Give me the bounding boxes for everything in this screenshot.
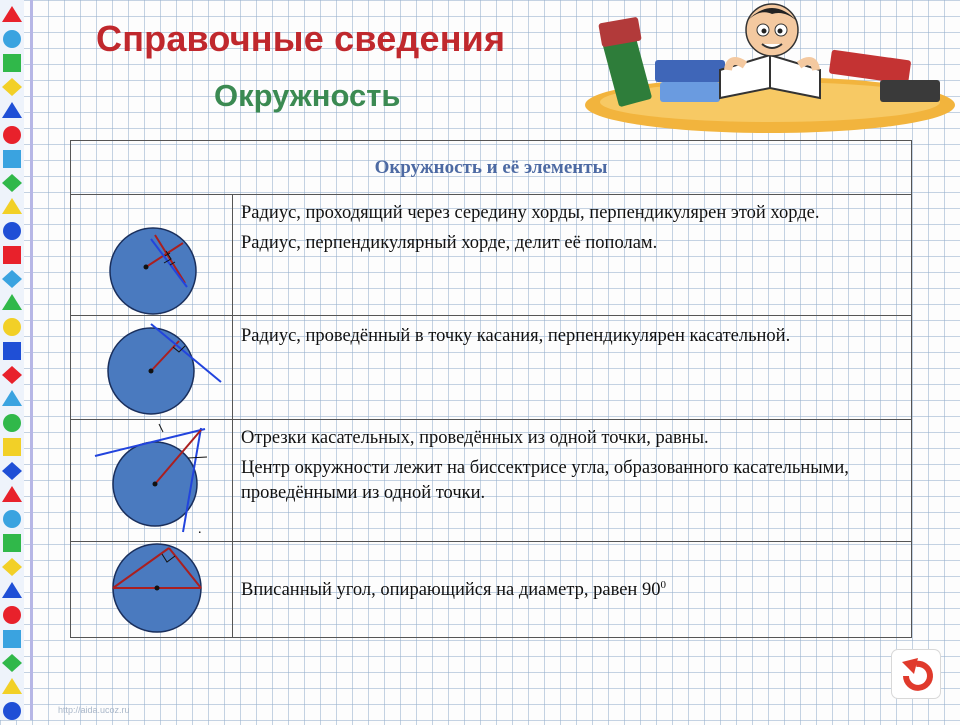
angle-value: 90 (641, 580, 661, 601)
decorative-shape-strip (0, 0, 24, 720)
decorative-shape (2, 678, 22, 694)
row-text (241, 542, 907, 637)
decorative-shape (3, 702, 21, 720)
decorative-shape (2, 558, 22, 576)
decorative-shape (3, 246, 21, 264)
page-title: Справочные сведения (96, 18, 506, 59)
table-row (71, 420, 911, 542)
reference-table (70, 140, 912, 638)
decorative-shape (2, 294, 22, 310)
decorative-shape (3, 318, 21, 336)
undo-arrow-icon (892, 650, 940, 698)
decorative-shape (2, 486, 22, 502)
decorative-shape (2, 6, 22, 22)
table-row (71, 195, 911, 316)
row-text (241, 316, 907, 419)
inscribed-angle-text: Вписанный угол, опирающийся на диаметр, равен (241, 580, 638, 601)
decorative-shape (2, 462, 22, 480)
row-text (241, 420, 907, 541)
boy-reading-books-illustration (580, 0, 960, 140)
stray-dot: . (198, 522, 202, 537)
decorative-shape (3, 630, 21, 648)
decorative-shape (3, 510, 21, 528)
circle-two-tangents-diagram (71, 420, 233, 541)
decorative-shape (3, 534, 21, 552)
decorative-shape (2, 582, 22, 598)
decorative-shape (3, 30, 21, 48)
decorative-shape (2, 654, 22, 672)
decorative-shape (2, 78, 22, 96)
decorative-shape (3, 438, 21, 456)
decorative-shape (2, 366, 22, 384)
degree-mark: 0 (660, 579, 666, 591)
decorative-shape (3, 606, 21, 624)
row-line: Радиус, проведённый в точку касания, перпендикулярен касательной. (241, 326, 791, 346)
decorative-shape (3, 222, 21, 240)
row-line: Радиус, проходящий через середину хорды, перпендикулярен этой хорде. (241, 203, 820, 223)
decorative-shape (2, 102, 22, 118)
decorative-shape (3, 414, 21, 432)
row-line: Отрезки касательных, проведённых из одной точки, равны. (241, 428, 709, 448)
notebook-margin-line (30, 0, 33, 720)
decorative-shape (2, 390, 22, 406)
decorative-shape (3, 150, 21, 168)
back-button[interactable] (892, 650, 940, 698)
decorative-shape (3, 54, 21, 72)
decorative-shape (3, 342, 21, 360)
decorative-shape (2, 174, 22, 192)
decorative-shape (3, 126, 21, 144)
page-subtitle: Окружность (214, 78, 401, 113)
circle-chord-radius-diagram (71, 195, 233, 315)
watermark: http://aida.ucoz.ru (58, 705, 130, 715)
row-line (241, 578, 907, 603)
decorative-shape (2, 198, 22, 214)
circle-tangent-radius-diagram (71, 316, 233, 419)
table-heading: Окружность и её элементы (71, 141, 911, 195)
table-row (71, 316, 911, 420)
decorative-shape (2, 270, 22, 288)
row-line: Центр окружности лежит на биссектрисе угла, образованного касательными, проведёнными из одной точки. (241, 458, 849, 503)
row-line: Радиус, перпендикулярный хорде, делит её пополам. (241, 233, 658, 254)
table-row (71, 542, 911, 637)
circle-inscribed-angle-diagram (71, 542, 233, 637)
row-text (241, 195, 907, 315)
